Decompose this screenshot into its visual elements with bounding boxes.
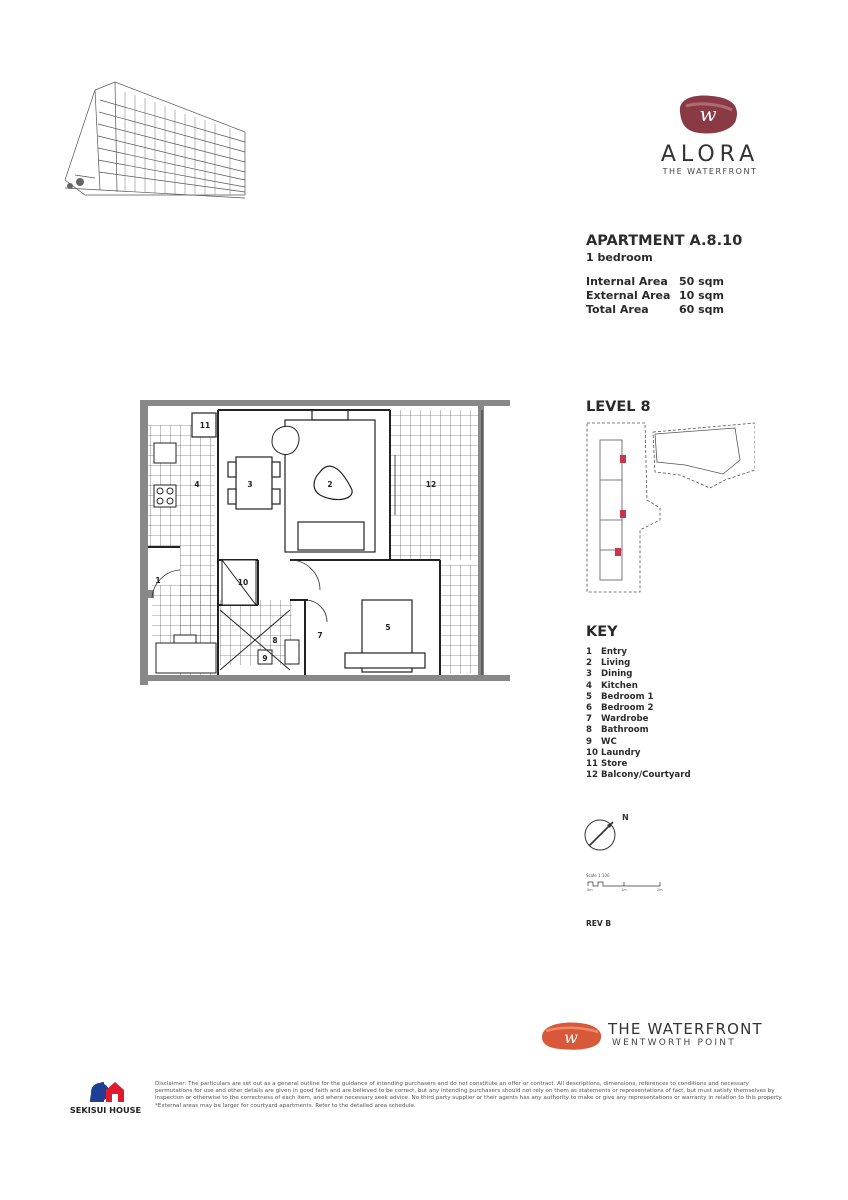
revision-label: REV B — [586, 919, 612, 928]
north-label: N — [622, 813, 629, 822]
builder-name: SEKISUI HOUSE — [69, 1105, 142, 1115]
alora-emblem-icon — [640, 90, 780, 140]
waterfront-logo — [538, 1017, 763, 1053]
list-item: 4 Kitchen — [586, 680, 638, 691]
room-label-living: 2 — [327, 480, 333, 489]
list-item: 5 Bedroom 1 — [586, 691, 654, 702]
scale-tick: 0m — [587, 888, 593, 892]
area-value: 50 sqm — [679, 275, 725, 288]
key-list — [586, 647, 691, 781]
key-title: KEY — [586, 624, 618, 640]
sekisui-house-logo — [68, 1078, 143, 1118]
scale-tick: 1m — [621, 888, 627, 892]
room-label-store: 11 — [199, 421, 211, 430]
room-label-bathroom: 8 — [272, 636, 278, 645]
room-label-entry: 1 — [155, 576, 161, 585]
scale-tick: 2m — [657, 888, 663, 892]
building-sketch-image — [55, 70, 255, 205]
development-location: WENTWORTH POINT — [612, 1038, 736, 1048]
list-item: 11 Store — [586, 758, 628, 769]
brand-tagline: THE WATERFRONT — [662, 167, 758, 176]
disclaimer-text: Disclaimer: The particulars are set out as a general outline for the guidance of intending purchasers and do not constitute an offer or contract. All descriptions, dimensions, references to conditions and necessary permutations for use and other details are given in good faith and are believed to be correct, but any intending purchasers should not rely on them as statements or representations of fact, but must satisfy themselves by inspection or otherwise to the correctness of each item, and where necessary seek advice. No third party supplier or their agents has any authority to make or give any representations or warranty in relation to this property. *External areas may be larger for courtyard apartments. Refer to the detailed area schedule. — [155, 1081, 783, 1109]
level-key-plan-image — [585, 420, 755, 595]
room-label-bedroom-1: 5 — [385, 623, 391, 632]
alora-emblem-letter: w — [699, 102, 717, 126]
level-title: LEVEL 8 — [586, 399, 651, 415]
apartment-title: APARTMENT A.8.10 — [586, 233, 743, 249]
area-row-external — [586, 289, 724, 302]
sekisui-house-emblem-icon — [84, 1078, 128, 1104]
apartment-bedrooms: 1 bedroom — [586, 251, 653, 264]
area-label: Internal Area — [586, 275, 668, 288]
area-value: 60 sqm — [679, 303, 725, 316]
north-compass-icon — [580, 808, 635, 858]
room-label-laundry: 10 — [237, 578, 249, 587]
area-value: 10 sqm — [679, 289, 725, 302]
list-item: 12 Balcony/Courtyard — [586, 770, 691, 781]
room-label-dining: 3 — [247, 480, 253, 489]
list-item: 3 Dining — [586, 669, 633, 680]
floor-plan-image — [140, 395, 515, 685]
list-item: 1 Entry — [586, 647, 627, 657]
room-label-wc: 9 — [262, 654, 268, 663]
list-item: 7 Wardrobe — [586, 714, 649, 725]
list-item: 10 Laundry — [586, 747, 641, 758]
brand-name: ALORA — [660, 142, 760, 167]
list-item: 9 WC — [586, 736, 617, 747]
room-label-balcony: 12 — [425, 480, 437, 489]
area-label: Total Area — [586, 303, 649, 316]
list-item: 8 Bathroom — [586, 725, 649, 736]
room-label-wardrobe: 7 — [317, 631, 323, 640]
area-row-internal — [586, 275, 724, 288]
room-label-kitchen: 4 — [194, 480, 200, 489]
scale-bar-icon — [586, 872, 676, 892]
area-row-total — [586, 303, 724, 316]
waterfront-emblem-icon — [538, 1017, 606, 1053]
list-item: 6 Bedroom 2 — [586, 702, 654, 713]
list-item: 2 Living — [586, 658, 631, 669]
scale-label: Scale 1:100 — [586, 873, 610, 878]
waterfront-emblem-letter: w — [564, 1028, 578, 1047]
development-name: THE WATERFRONT — [608, 1020, 763, 1038]
area-label: External Area — [586, 289, 671, 302]
alora-logo — [640, 90, 780, 180]
